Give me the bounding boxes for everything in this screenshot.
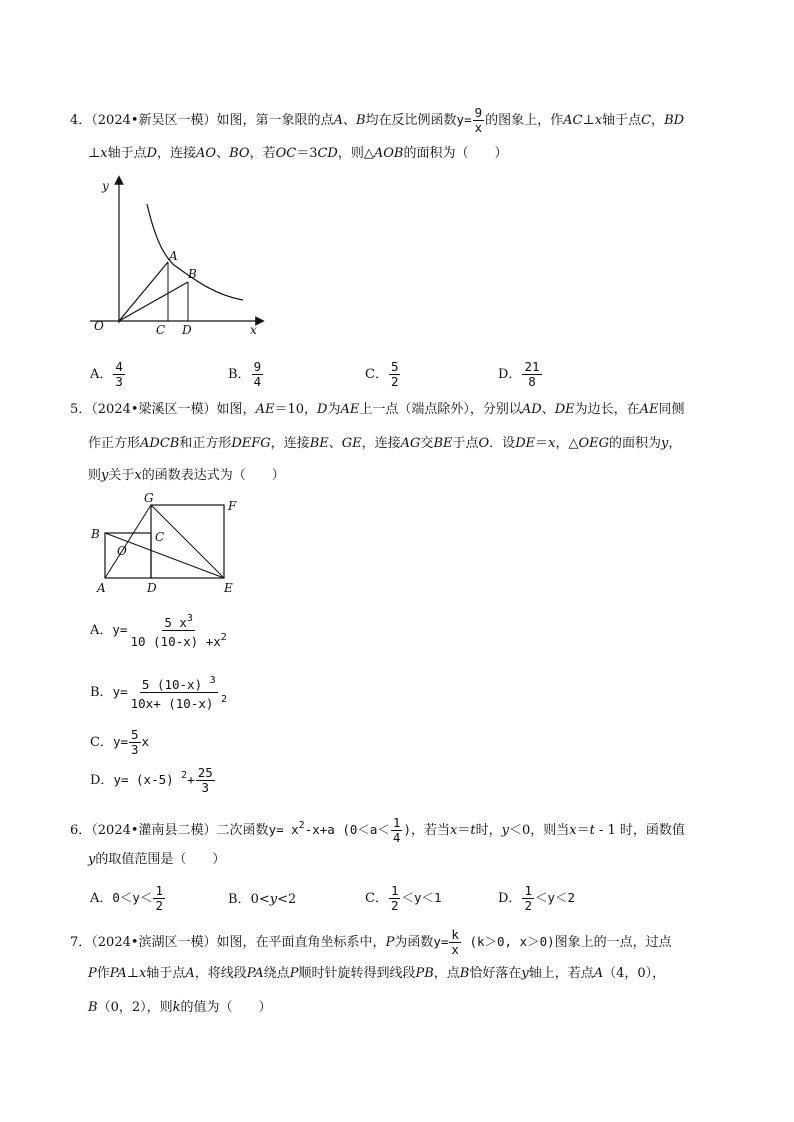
question-source: （2024•滨湖区一模） [91, 935, 217, 950]
q5-line1: 5．（2024•梁溪区一模）如图，AE＝10，D为AE上一点（端点除外），分别以AD、DE为边长，在AE同侧 [70, 402, 685, 417]
label-O: O [94, 319, 104, 333]
q4-line2: ⊥x轴于点D，连接AO、BO，若OC＝3CD，则△AOB的面积为（ ） [88, 146, 508, 161]
fraction: $\frac{9}{x}$ [474, 105, 483, 135]
q6-option-c[interactable]: C． $\frac{1}{2}$ ＜y＜1 [365, 883, 442, 913]
label-G: G [144, 491, 154, 505]
label-D: D [182, 323, 192, 337]
q5-option-a[interactable]: A．y= $\frac{5 x^3}{10 (10-x) +x^2}$ [90, 613, 227, 649]
label-x: x [250, 323, 257, 337]
q5-figure [88, 488, 248, 598]
label-A: A [169, 249, 178, 263]
label-E: E [224, 581, 233, 595]
label-F: F [228, 499, 237, 513]
label-y: y [102, 179, 109, 193]
label-A: A [97, 581, 106, 595]
q5-line3: 则y关于x的函数表达式为（ ） [88, 468, 285, 483]
q4-option-d[interactable]: D． $\frac{21}{8}$ [498, 359, 540, 389]
q5-option-c[interactable]: C．y= $\frac{5}{3}$ x [90, 727, 150, 757]
q5-option-d[interactable]: D．y= (x-5) $^2$+ $\frac{25}{3}$ [90, 765, 213, 795]
question-source: （2024•梁溪区一模） [91, 402, 217, 417]
segment-OB [119, 282, 188, 321]
question-source: （2024•新吴区一模） [91, 113, 217, 128]
q4-option-c[interactable]: C． $\frac{5}{2}$ [365, 359, 399, 389]
label-C: C [155, 530, 165, 544]
q4-line1: 4．（2024•新吴区一模）如图，第一象限的点A、B均在反比例函数y= $\frac{9}{x}$ 的图象上，作AC⊥x轴于点C，BD [70, 105, 685, 135]
label-B: B [91, 527, 100, 541]
question-number: 4． [70, 113, 92, 128]
segment-OA [119, 262, 168, 321]
q6-option-a[interactable]: A．0＜y＜ $\frac{1}{2}$ [90, 883, 163, 913]
question-number: 6． [70, 823, 92, 838]
q6-option-d[interactable]: D． $\frac{1}{2}$ ＜y＜2 [498, 883, 576, 913]
q7-line1: 7．（2024•滨湖区一模）如图，在平面直角坐标系中，P为函数y= $\frac{k}{x}$ (k＞0, x＞0)图象上的一点，过点 [70, 927, 672, 957]
question-number: 5． [70, 402, 92, 417]
segment-AG [105, 505, 151, 578]
hyperbola-curve [147, 204, 243, 300]
q6-line1: 6．（2024•灌南县二模）二次函数$y= x^2-x+a$ (0＜a＜ $\frac{1}{4}$ )，若当x＝t时，y＜0，则当x＝t - 1 时，函数值 [70, 815, 685, 845]
question-number: 7． [70, 935, 92, 950]
q4-figure [88, 174, 272, 338]
label-O: O [117, 544, 127, 558]
square-ADCB [105, 533, 151, 578]
label-B: B [188, 267, 197, 281]
q7-line2: P作PA⊥x轴于点A，将线段PA绕点P顺时针旋转得到线段PB，点B恰好落在y轴上，若点A（4，0）， [88, 966, 666, 981]
q5-line2: 作正方形ADCB和正方形DEFG，连接BE、GE，连接AG交BE于点O．设DE＝x，△OEG的面积为y， [88, 436, 682, 451]
question-source: （2024•灌南县二模） [91, 823, 217, 838]
q6-line2: y的取值范围是（ ） [88, 852, 226, 867]
q5-option-b[interactable]: B．y= $\frac{5 (10-x) ^3}{10x+ (10-x) ^2}$ [90, 675, 227, 711]
q4-option-b[interactable]: B． $\frac{9}{4}$ [228, 359, 262, 389]
q4-option-a[interactable]: A． $\frac{4}{3}$ [90, 359, 123, 389]
label-C: C [156, 323, 166, 337]
label-D: D [147, 581, 157, 595]
q6-option-b[interactable]: B．0<y<2 [228, 892, 297, 907]
q7-line3: B（0，2），则k的值为（ ） [88, 1000, 272, 1015]
